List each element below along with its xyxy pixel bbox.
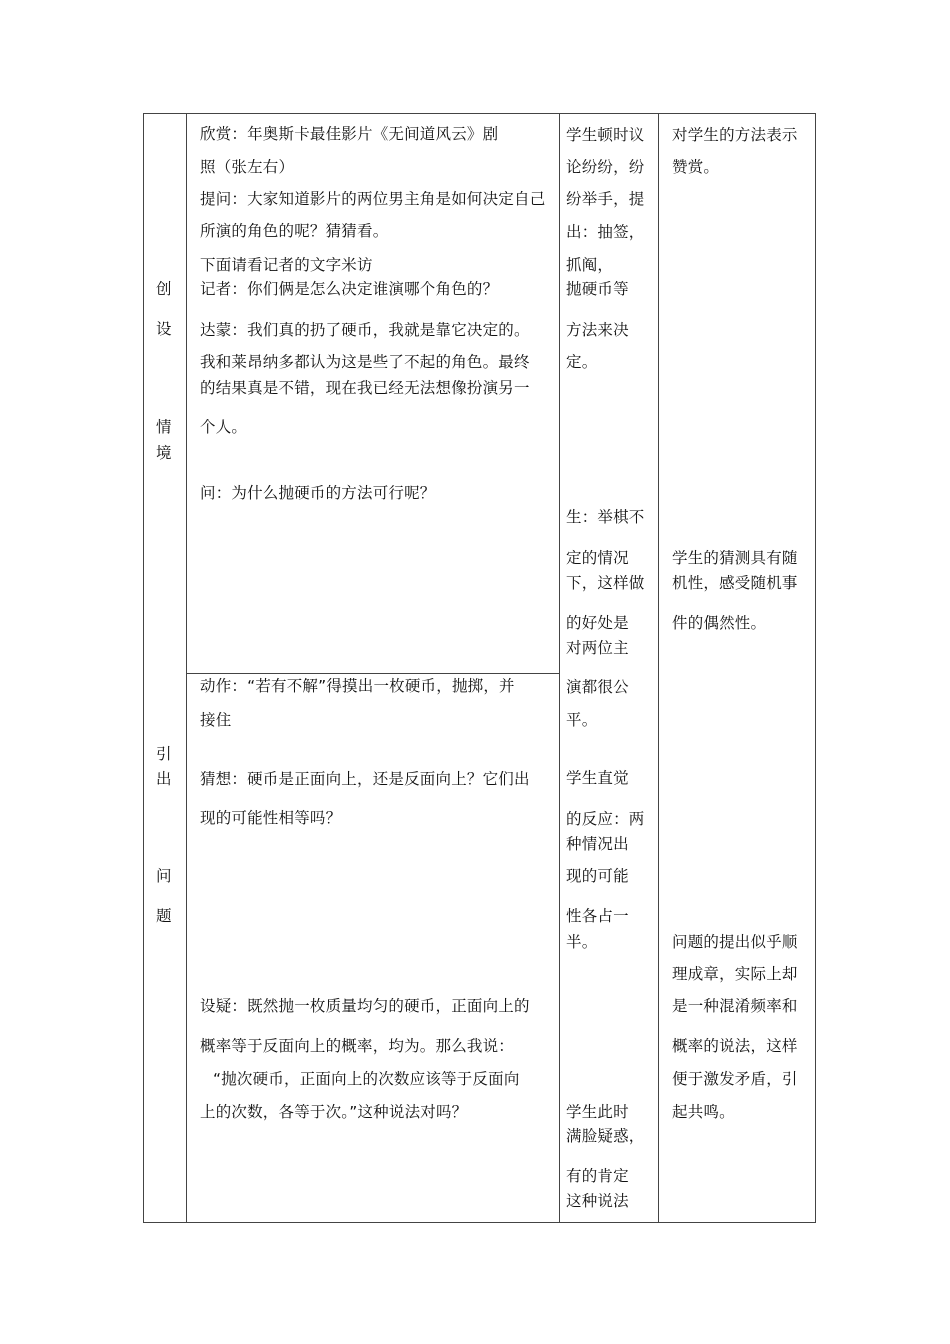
student-line: 纷举手，提 [566, 190, 645, 208]
row-divider [186, 673, 559, 674]
stage2-label-char: 问 [156, 867, 172, 885]
student-line: 学生顿时议 [566, 126, 645, 144]
student-line: 学生直觉 [566, 769, 629, 787]
student-line: 抛硬币等 [566, 280, 629, 298]
student-line: 现的可能 [566, 867, 629, 885]
content-line: 欣赏：年奥斯卡最佳影片《无间道风云》剧 [200, 125, 499, 143]
content-line: 问：为什么抛硬币的方法可行呢？ [200, 484, 436, 502]
content-line: 个人。 [200, 418, 248, 436]
student-line: 出：抽签， [566, 223, 645, 241]
intent-line: 件的偶然性。 [672, 614, 767, 632]
student-line: 定的情况 [566, 549, 629, 567]
column-divider-2 [559, 113, 560, 1223]
content-line: 设疑：既然抛一枚质量均匀的硬币，正面向上的 [200, 997, 530, 1015]
intent-line: 问题的提出似乎顺 [672, 933, 798, 951]
content-line: 接住 [200, 711, 232, 729]
stage1-label-char: 创 [156, 280, 172, 298]
stage2-label-char: 引 [156, 745, 172, 763]
student-line: 演都很公 [566, 678, 629, 696]
stage2-label-char: 出 [156, 770, 172, 788]
content-line: 上的次数，各等于次。”这种说法对吗？ [200, 1103, 468, 1121]
stage2-label-char: 题 [156, 907, 172, 925]
table-border-left [143, 113, 144, 1223]
intent-line: 学生的猜测具有随 [672, 549, 798, 567]
stage1-label-char: 情 [156, 418, 172, 436]
intent-line: 理成章，实际上却 [672, 965, 798, 983]
content-line: 我和莱昂纳多都认为这是些了不起的角色。最终 [200, 353, 530, 371]
intent-line: 机性，感受随机事 [672, 574, 798, 592]
intent-line: 起共鸣。 [672, 1103, 735, 1121]
student-line: 方法来决 [566, 321, 629, 339]
content-line: 猜想：硬币是正面向上，还是反面向上？它们出 [200, 770, 530, 788]
student-line: 有的肯定 [566, 1167, 629, 1185]
student-line: 下，这样做 [566, 574, 645, 592]
student-line: 这种说法 [566, 1192, 629, 1210]
student-line: 的好处是 [566, 614, 629, 632]
content-line: 动作：“若有不解”得摸出一枚硬币，抛掷，并 [200, 677, 515, 695]
content-line: 所演的角色的呢？猜猜看。 [200, 222, 389, 240]
table-border-right [815, 113, 816, 1223]
student-line: 学生此时 [566, 1103, 629, 1121]
intent-line: 概率的说法，这样 [672, 1037, 798, 1055]
student-line: 半。 [566, 933, 598, 951]
content-line: 下面请看记者的文字米访 [200, 256, 373, 274]
student-line: 定。 [566, 353, 598, 371]
student-line: 的反应：两 [566, 810, 645, 828]
student-line: 抓阄， [566, 256, 614, 274]
student-line: 种情况出 [566, 835, 629, 853]
column-divider-3 [658, 113, 659, 1223]
stage1-label-char: 设 [156, 320, 172, 338]
student-line: 满脸疑惑， [566, 1127, 645, 1145]
content-line: 的结果真是不错，现在我已经无法想像扮演另一 [200, 379, 530, 397]
content-line: 现的可能性相等吗？ [200, 809, 342, 827]
student-line: 性各占一 [566, 907, 629, 925]
student-line: 对两位主 [566, 639, 629, 657]
intent-line: 赞赏。 [672, 158, 720, 176]
content-line: 达蒙：我们真的扔了硬币，我就是靠它决定的。 [200, 321, 530, 339]
table-border-top [143, 113, 816, 114]
content-line: “抛次硬币，正面向上的次数应该等于反面向 [213, 1070, 520, 1088]
stage1-label-char: 境 [156, 444, 172, 462]
student-line: 平。 [566, 711, 598, 729]
content-line: 提问：大家知道影片的两位男主角是如何决定自己 [200, 190, 546, 208]
student-line: 生：举棋不 [566, 508, 645, 526]
content-line: 概率等于反面向上的概率，均为。那么我说： [200, 1037, 515, 1055]
table-border-bottom [143, 1222, 816, 1223]
column-divider-1 [186, 113, 187, 1223]
intent-line: 便于激发矛盾，引 [672, 1070, 798, 1088]
student-line: 论纷纷，纷 [566, 158, 645, 176]
content-line: 记者：你们俩是怎么决定谁演哪个角色的？ [200, 280, 499, 298]
intent-line: 是一种混淆频率和 [672, 997, 798, 1015]
intent-line: 对学生的方法表示 [672, 126, 798, 144]
content-line: 照（张左右） [200, 158, 295, 176]
